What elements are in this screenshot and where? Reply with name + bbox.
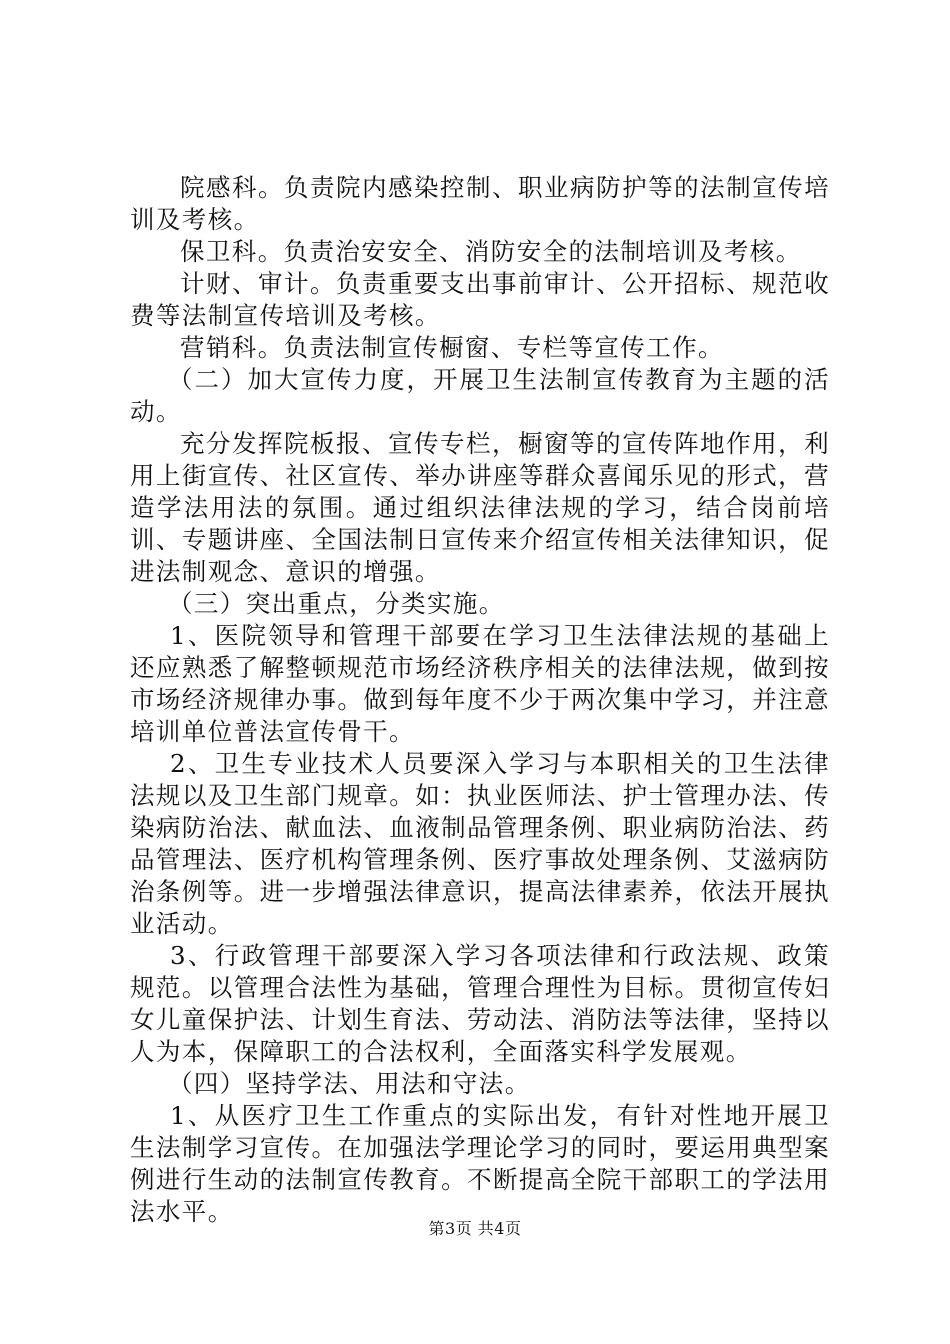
document-body [130,172,830,1228]
paragraph-marketing-dept: 营销科。负责法制宣传橱窗、专栏等宣传工作。 [180,333,724,362]
section-heading-3: （三）突出重点，分类实施。 [168,589,505,618]
paragraph-item-leaders: 1、医院领导和管理干部要在学习卫生法律法规的基础上还应熟悉了解整顿规范市场经济秩序相关的法律法规，做到按市场经济规律办事。做到每年度不少于两次集中学习，并注意培训单位普法宣传骨干。 [130,621,830,746]
paragraph-finance-audit: 计财、审计。负责重要支出事前审计、公开招标、规范收费等法制宣传培训及考核。 [130,269,830,330]
paragraph-item-technical-staff: 2、卫生专业技术人员要深入学习与本职相关的卫生法律法规以及卫生部门规章。如：执业医师法、护士管理办法、传染病防治法、献血法、血液制品管理条例、职业病防治法、药品管理法、医疗机构管理条例、医疗事故处理条例、艾滋病防治条例等。进一步增强法律意识，提高法律素养，依法开展执业活动。 [130,749,830,938]
paragraph-infection-dept: 院感科。负责院内感染控制、职业病防护等的法制宣传培训及考核。 [130,173,830,234]
section-heading-2: （二）加大宣传力度，开展卫生法制宣传教育为主题的活动。 [130,365,830,426]
section-heading-4: （四）坚持学法、用法和守法。 [168,1069,531,1098]
paragraph-item-practice: 1、从医疗卫生工作重点的实际出发，有针对性地开展卫生法制学习宣传。在加强法学理论学习的同时，要运用典型案例进行生动的法制宣传教育。不断提高全院干部职工的学法用法水平。 [130,1101,830,1226]
paragraph-publicity: 充分发挥院板报、宣传专栏，橱窗等的宣传阵地作用，利用上街宣传、社区宣传、举办讲座等群众喜闻乐见的形式，营造学法用法的氛围。通过组织法律法规的学习，结合岗前培训、专题讲座、全国法制日宣传来介绍宣传相关法律知识，促进法制观念、意识的增强。 [130,429,830,586]
paragraph-security-dept: 保卫科。负责治安安全、消防安全的法制培训及考核。 [180,237,802,266]
paragraph-item-admin-staff: 3、行政管理干部要深入学习各项法律和行政法规、政策规范。以管理合法性为基础，管理合理性为目标。贯彻宣传妇女儿童保护法、计划生育法、劳动法、消防法等法律，坚持以人为本，保障职工的合法权利，全面落实科学发展观。 [130,941,830,1066]
page-footer: 第3页 共4页 [428,1219,522,1238]
